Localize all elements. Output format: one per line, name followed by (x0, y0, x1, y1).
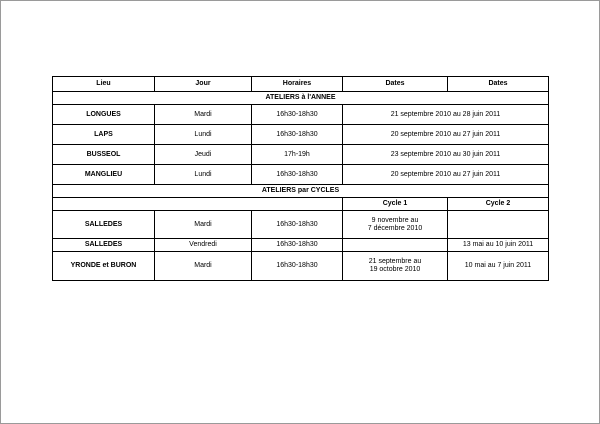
header-row (53, 77, 549, 92)
header-dates-1: Dates (343, 77, 448, 92)
cell-horaires: 16h30-18h30 (252, 125, 343, 145)
cell-dates: 21 septembre 2010 au 28 juin 2011 (343, 105, 549, 125)
cycle-header-row (53, 198, 549, 211)
cell-lieu: LAPS (53, 125, 155, 145)
cell-jour: Lundi (155, 125, 252, 145)
cell-cycle-1: 9 novembre au 7 décembre 2010 (343, 211, 448, 239)
header-jour: Jour (155, 77, 252, 92)
cycle-header-blank (53, 198, 343, 211)
cell-jour: Jeudi (155, 145, 252, 165)
table-row (53, 105, 549, 125)
header-dates-2: Dates (448, 77, 549, 92)
table-row (53, 252, 549, 281)
cell-jour: Mardi (155, 105, 252, 125)
cell-horaires: 16h30-18h30 (252, 165, 343, 185)
cell-horaires: 17h-19h (252, 145, 343, 165)
table-row (53, 211, 549, 239)
table-row (53, 125, 549, 145)
section-title-cycles: ATELIERS par CYCLES (53, 185, 549, 198)
cell-cycle-2: 10 mai au 7 juin 2011 (448, 252, 549, 281)
cell-cycle-1 (343, 239, 448, 252)
cell-lieu: MANGLIEU (53, 165, 155, 185)
cell-horaires: 16h30-18h30 (252, 252, 343, 281)
table-row (53, 239, 549, 252)
cycle-2-header: Cycle 2 (448, 198, 549, 211)
table-row (53, 145, 549, 165)
cell-lieu: SALLEDES (53, 239, 155, 252)
cell-jour: Mardi (155, 252, 252, 281)
section-row-annee (53, 92, 549, 105)
cell-dates: 20 septembre 2010 au 27 juin 2011 (343, 165, 549, 185)
cell-horaires: 16h30-18h30 (252, 211, 343, 239)
header-lieu: Lieu (53, 77, 155, 92)
cell-lieu: SALLEDES (53, 211, 155, 239)
cell-cycle-2 (448, 211, 549, 239)
section-title-annee: ATELIERS à l'ANNEE (53, 92, 549, 105)
cell-horaires: 16h30-18h30 (252, 105, 343, 125)
cell-lieu: LONGUES (53, 105, 155, 125)
cell-dates: 20 septembre 2010 au 27 juin 2011 (343, 125, 549, 145)
section-row-cycles (53, 185, 549, 198)
cell-lieu: BUSSEOL (53, 145, 155, 165)
cycle-1-header: Cycle 1 (343, 198, 448, 211)
cell-dates: 23 septembre 2010 au 30 juin 2011 (343, 145, 549, 165)
cell-jour: Lundi (155, 165, 252, 185)
schedule-table (52, 76, 549, 281)
cell-horaires: 16h30-18h30 (252, 239, 343, 252)
header-horaires: Horaires (252, 77, 343, 92)
cell-cycle-2: 13 mai au 10 juin 2011 (448, 239, 549, 252)
cell-cycle-1: 21 septembre au 19 octobre 2010 (343, 252, 448, 281)
cell-lieu: YRONDE et BURON (53, 252, 155, 281)
cell-jour: Mardi (155, 211, 252, 239)
cell-jour: Vendredi (155, 239, 252, 252)
table-row (53, 165, 549, 185)
